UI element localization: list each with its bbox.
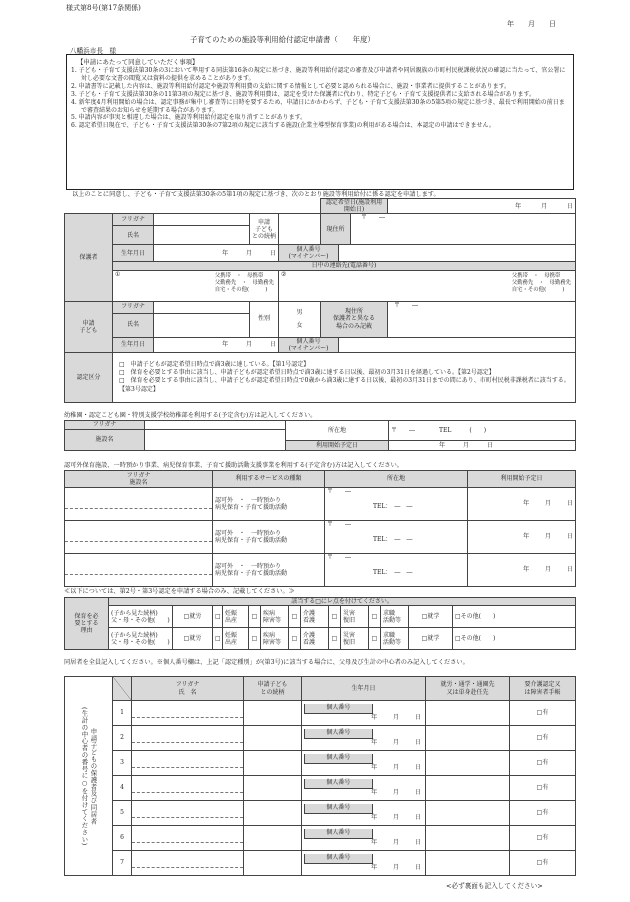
hh-name-input[interactable] (132, 776, 244, 801)
footer-note: <必ず裏面も記入してください> (446, 882, 543, 890)
child-furigana-input[interactable] (154, 301, 250, 313)
reason-check-note: 該当する□にレ点を付けてください。 (109, 598, 576, 606)
hh-work-input[interactable] (426, 826, 510, 851)
reason-person[interactable]: (子から見た続柄) 父・母・その他( ) (109, 606, 173, 628)
ul-location-input[interactable]: 〒 ― TEL： ― ― (325, 488, 468, 521)
opt-jobseek: 求職 活動等 (381, 606, 409, 628)
hh-col-work: 就労・通学・通園先 又は単身赴任先 (426, 677, 510, 701)
opt-disaster: 災害 復旧 (341, 628, 369, 650)
hh-col-name: フリガナ 氏 名 (132, 677, 244, 701)
category-2[interactable]: □ 保育を必要とする事由に該当し、申請子どもが認定希望日時点で満3歳に達する日以後、最初の3月31日を経過している。【第2号認定】 (119, 369, 495, 377)
opt-box[interactable]: □ (369, 628, 381, 650)
kg-location-label: 所在地 (286, 421, 389, 441)
hh-birth-input[interactable]: 個人番号 年 月 日 (302, 801, 426, 826)
notice-item: 4. 新年度4月利用開始の場合は、認定事務が集中し審査等に日時を要するため、申請日にかかわらず、子ども・子育て支援法第30条の5第5項の規定に基づき、最長で利用開始の前日まで審査結果のお知らせを延期する場合があります。 (71, 98, 565, 114)
unlicensed-intro: 認可外保育施設、一時預かり事業、病児保育事業、子育て援助活動支援事業を利用する(予定含む)方は記入してください。 (64, 462, 403, 469)
opt-work[interactable]: □就労 (173, 628, 213, 650)
guardian-section-label: 保護者 (65, 214, 113, 301)
notice-list (71, 67, 569, 130)
child-mynumber-input[interactable] (339, 337, 576, 352)
addressee: 八幡浜市長 様 (70, 47, 117, 55)
opt-pregnancy: 妊娠 出産 (223, 606, 249, 628)
ul-service[interactable]: 認可外 ・ 一時預かり 病児保育・子育て援助活動 (213, 554, 325, 587)
household-row[interactable] (65, 701, 576, 726)
hh-birth-input[interactable]: 個人番号 年 月 日 (302, 851, 426, 876)
ul-facility-input[interactable] (65, 521, 213, 554)
kg-furigana-input[interactable] (145, 421, 286, 430)
hh-col-relation: 申請子ども との続柄 (244, 677, 302, 701)
hh-care-check[interactable]: □有 (510, 826, 576, 851)
consent-line: 以上のことに同意し、子ども・子育て支援法第30条の5第1項の規定に基づき、次のとおり施設等利用給付に係る認定を申請します。 (72, 191, 440, 198)
child-gender-select[interactable]: 男 女 (279, 301, 321, 337)
unlicensed-table (64, 470, 576, 587)
household-row[interactable] (65, 726, 576, 751)
child-birth-input[interactable]: 年 月 日 (154, 337, 279, 352)
household-row[interactable] (65, 801, 576, 826)
household-row[interactable] (65, 826, 576, 851)
hh-care-check[interactable]: □有 (510, 801, 576, 826)
household-corner (113, 677, 132, 701)
applicant-table (64, 198, 576, 403)
kg-facility-label: 施設名 (65, 430, 145, 451)
hh-work-input[interactable] (426, 851, 510, 876)
guardian-address-label: 現住所 (321, 214, 351, 245)
child-furigana-label: フリガナ (113, 301, 154, 313)
hh-care-check[interactable]: □有 (510, 751, 576, 776)
kindergarten-table (64, 420, 576, 451)
form-title: 子育てのための施設等利用給付認定申請書（ 年度） (190, 35, 375, 44)
opt-other[interactable]: □その他( ) (453, 628, 576, 650)
opt-box[interactable]: □ (369, 606, 381, 628)
opt-study[interactable]: □就学 (409, 606, 453, 628)
hh-relation-input[interactable] (244, 801, 302, 826)
opt-box[interactable]: □ (213, 628, 223, 650)
ul-col-location: 所在地 (325, 471, 468, 488)
kg-location-input[interactable]: 〒 ― TEL ( ) (389, 421, 576, 441)
guardian-mynumber-input[interactable] (339, 245, 576, 262)
ul-start-input[interactable]: 年 月 日 (468, 554, 576, 587)
ul-service[interactable]: 認可外 ・ 一時預かり 病児保育・子育て援助活動 (213, 488, 325, 521)
reason-row[interactable] (65, 628, 576, 650)
child-name-label: 氏名 (113, 313, 154, 337)
category-label: 認定区分 (65, 352, 113, 402)
child-section-label: 申請 子ども (65, 301, 113, 352)
child-birth-label: 生年月日 (113, 337, 154, 352)
ul-row[interactable] (65, 521, 576, 554)
category-options[interactable] (113, 352, 576, 402)
ul-col-facility: フリガナ 施設名 (65, 471, 213, 488)
kg-facility-input[interactable] (145, 430, 286, 451)
ul-row[interactable] (65, 488, 576, 521)
reason-label: 保育を必 要とする 理由 (65, 598, 109, 650)
household-table (64, 676, 576, 876)
opt-work[interactable]: □就労 (173, 606, 213, 628)
opt-box[interactable]: □ (249, 628, 261, 650)
category-3[interactable]: □ 保育を必要とする事由に該当し、申請子どもが認定希望日時点で0歳から満3歳に達する日以後、最初の3月31日までの間にあり、市町村民税非課税者に該当する。【第3号認定】 (119, 377, 570, 393)
contact-2[interactable]: ② 父携帯 ・ 母携帯 父勤務先 ・ 母勤務先 自宅・その他( ) (279, 270, 576, 301)
hh-birth-input[interactable]: 個人番号 年 月 日 (302, 826, 426, 851)
guardian-mynumber-label: 個人番号 (マイナンバー) (279, 245, 339, 262)
hh-care-check[interactable]: □有 (510, 701, 576, 726)
kindergarten-intro: 幼稚園・認定こども園・特別支援学校幼稚部を利用する(予定含む)方は記入してください。 (64, 412, 317, 419)
hh-row-number[interactable]: 6 (113, 826, 132, 851)
hh-name-input[interactable] (132, 851, 244, 876)
child-name-input[interactable] (154, 313, 250, 337)
hh-birth-input[interactable]: 個人番号 年 月 日 (302, 776, 426, 801)
hh-work-input[interactable] (426, 726, 510, 751)
hh-row-number[interactable]: 4 (113, 776, 132, 801)
opt-study[interactable]: □就学 (409, 628, 453, 650)
hh-relation-input[interactable] (244, 826, 302, 851)
hh-care-check[interactable]: □有 (510, 851, 576, 876)
hh-birth-input[interactable]: 個人番号 年 月 日 (302, 751, 426, 776)
kg-start-label: 利用開始予定日 (286, 441, 389, 451)
opt-box[interactable]: □ (289, 606, 301, 628)
ul-service[interactable]: 認可外 ・ 一時預かり 病児保育・子育て援助活動 (213, 521, 325, 554)
hh-relation-input[interactable] (244, 726, 302, 751)
ul-facility-input[interactable] (65, 554, 213, 587)
hh-work-input[interactable] (426, 701, 510, 726)
hh-name-input[interactable] (132, 826, 244, 851)
household-row[interactable] (65, 851, 576, 876)
opt-other[interactable]: □その他( ) (453, 606, 576, 628)
hh-care-check[interactable]: □有 (510, 776, 576, 801)
household-row[interactable] (65, 776, 576, 801)
notice-item: 1. 子ども・子育て支援法第30条の3において準用する同法第16条の規定に基づき、施設等利用給付認定の審査及び申請者や同居親族の市町村民税課税状況の確認に当たって、官公署に対し必要な文書の閲覧又は資料の提供を求めることがあります。 (71, 67, 566, 82)
contact-1[interactable]: ① 父携帯 ・ 母携帯 父勤務先 ・ 母勤務先 自宅・その他( ) (113, 270, 279, 301)
ul-col-start: 利用開始予定日 (468, 471, 576, 488)
hh-row-number[interactable]: 7 (113, 851, 132, 876)
notice-item: 2. 申請書等に記載した内容は、施設等利用給付認定や施設等利用費の支給に関する情報として必要と認められる場合に、施設・事業者に提供することがあります。 (71, 82, 511, 90)
reason-row[interactable] (65, 606, 576, 628)
hh-work-input[interactable] (426, 751, 510, 776)
hh-name-input[interactable] (132, 701, 244, 726)
opt-illness: 疾病 障害等 (261, 606, 289, 628)
hh-care-check[interactable]: □有 (510, 726, 576, 751)
hh-row-number[interactable]: 3 (113, 751, 132, 776)
desired-date-input[interactable]: 年 月 日 (388, 199, 576, 214)
guardian-birth-label: 生年月日 (113, 245, 154, 262)
household-row[interactable] (65, 751, 576, 776)
opt-care: 介護 看護 (301, 628, 329, 650)
hh-work-input[interactable] (426, 776, 510, 801)
notice-item: 5. 申請内容が事実と相違した場合は、施設等利用給付認定を取り消すことがあります。 (71, 114, 307, 122)
hh-col-care: 要介護認定又 は障害者手帳 (510, 677, 576, 701)
hh-relation-input[interactable] (244, 851, 302, 876)
opt-box[interactable]: □ (289, 628, 301, 650)
ul-location-input[interactable]: 〒 ― TEL： ― ― (325, 521, 468, 554)
hh-birth-input[interactable]: 個人番号 年 月 日 (302, 726, 426, 751)
form-number: 様式第8号(第17条関係) (66, 4, 141, 12)
opt-box[interactable]: □ (329, 628, 341, 650)
ul-facility-input[interactable] (65, 488, 213, 521)
notice-item: 3. 子ども・子育て支援法第30条の11第3項の規定に基づき、施設等利用費は、認定を受けた保護者に代わり、特定子ども・子育て支援提供者に支給される場合があります。 (71, 90, 536, 98)
ul-col-service: 利用するサービスの種類 (213, 471, 325, 488)
guardian-relation-label: 申請 子ども との続柄 (250, 214, 279, 245)
opt-pregnancy: 妊娠 出産 (223, 628, 249, 650)
hh-birth-input[interactable]: 個人番号 年 月 日 (302, 701, 426, 726)
guardian-name-input[interactable] (154, 226, 250, 245)
hh-relation-input[interactable] (244, 751, 302, 776)
guardian-address-input[interactable]: 〒 ― (351, 214, 576, 245)
child-address-input[interactable]: 〒 ― (388, 301, 576, 337)
hh-relation-input[interactable] (244, 776, 302, 801)
ul-start-input[interactable]: 年 月 日 (468, 521, 576, 554)
guardian-furigana-input[interactable] (154, 214, 250, 226)
opt-box[interactable]: □ (213, 606, 223, 628)
opt-illness: 疾病 障害等 (261, 628, 289, 650)
hh-row-number[interactable]: 5 (113, 801, 132, 826)
child-mynumber-label: 個人番号 (マイナンバー) (279, 337, 339, 352)
contact-2-options: 父携帯 ・ 母携帯 父勤務先 ・ 母勤務先 自宅・その他( ) (511, 272, 572, 293)
reason-intro: ≪以下については、第2号・第3号認定を申請する場合のみ、記載してください。≫ (64, 588, 295, 595)
kg-furigana-label: フリガナ (65, 421, 145, 430)
hh-name-input[interactable] (132, 751, 244, 776)
category-1[interactable]: □ 申請子どもが認定希望日時点で満3歳に達している。【第1号認定】 (119, 361, 310, 369)
opt-box[interactable]: □ (329, 606, 341, 628)
contact-1-options: 父携帯 ・ 母携帯 父勤務先 ・ 母勤務先 自宅・その他( ) (214, 272, 274, 293)
hh-col-birth: 生年月日 (302, 677, 426, 701)
reason-table (64, 597, 576, 650)
hh-work-input[interactable] (426, 801, 510, 826)
hh-row-number[interactable]: 2 (113, 726, 132, 751)
guardian-furigana-label: フリガナ (113, 214, 154, 226)
kg-start-input[interactable]: 年 月 日 (389, 441, 576, 451)
guardian-name-label: 氏名 (113, 226, 154, 245)
ul-location-input[interactable]: 〒 ― TEL： ― ― (325, 554, 468, 587)
household-intro: 同居者を全員記入してください。※個人番号欄は、上記「認定種別」が(第3号)に該当する場合に、父母及び生計の中心者のみ記入してください。 (64, 659, 469, 666)
reason-person[interactable]: (子から見た続柄) 父・母・その他( ) (109, 628, 173, 650)
hh-name-input[interactable] (132, 726, 244, 751)
notice-heading: 【申請にあたって同意していただく事項】 (77, 58, 199, 66)
ul-row[interactable] (65, 554, 576, 587)
hh-relation-input[interactable] (244, 701, 302, 726)
notice-item: 6. 認定希望日現在で、子ども・子育て支援法第30条の7第2項の規定に該当する施設(企業主導型保育事業)の利用がある場合は、本認定の申請はできません。 (71, 122, 495, 130)
desired-date-label: 認定希望日(施設利用開始日) (321, 199, 388, 214)
household-side-label: 申請子どもの保護者及び同居者 (生計の中心者の番号に○を付けてください) (65, 677, 113, 876)
ul-start-input[interactable]: 年 月 日 (468, 488, 576, 521)
opt-box[interactable]: □ (249, 606, 261, 628)
opt-care: 介護 看護 (301, 606, 329, 628)
child-address-label: 現住所 保護者と異なる 場合のみ記載 (321, 301, 388, 337)
daytime-contact-label: 日中の連絡先(電話番号) (113, 262, 576, 270)
opt-jobseek: 求職 活動等 (381, 628, 409, 650)
hh-name-input[interactable] (132, 801, 244, 826)
guardian-birth-input[interactable]: 年 月 日 (154, 245, 279, 262)
hh-row-number[interactable]: 1 (113, 701, 132, 726)
guardian-relation-input[interactable] (279, 214, 321, 245)
opt-disaster: 災害 復旧 (341, 606, 369, 628)
consent-notice-box (66, 54, 574, 190)
child-gender-label: 性別 (250, 301, 279, 337)
header-date[interactable]: 年 月 日 (507, 20, 556, 28)
